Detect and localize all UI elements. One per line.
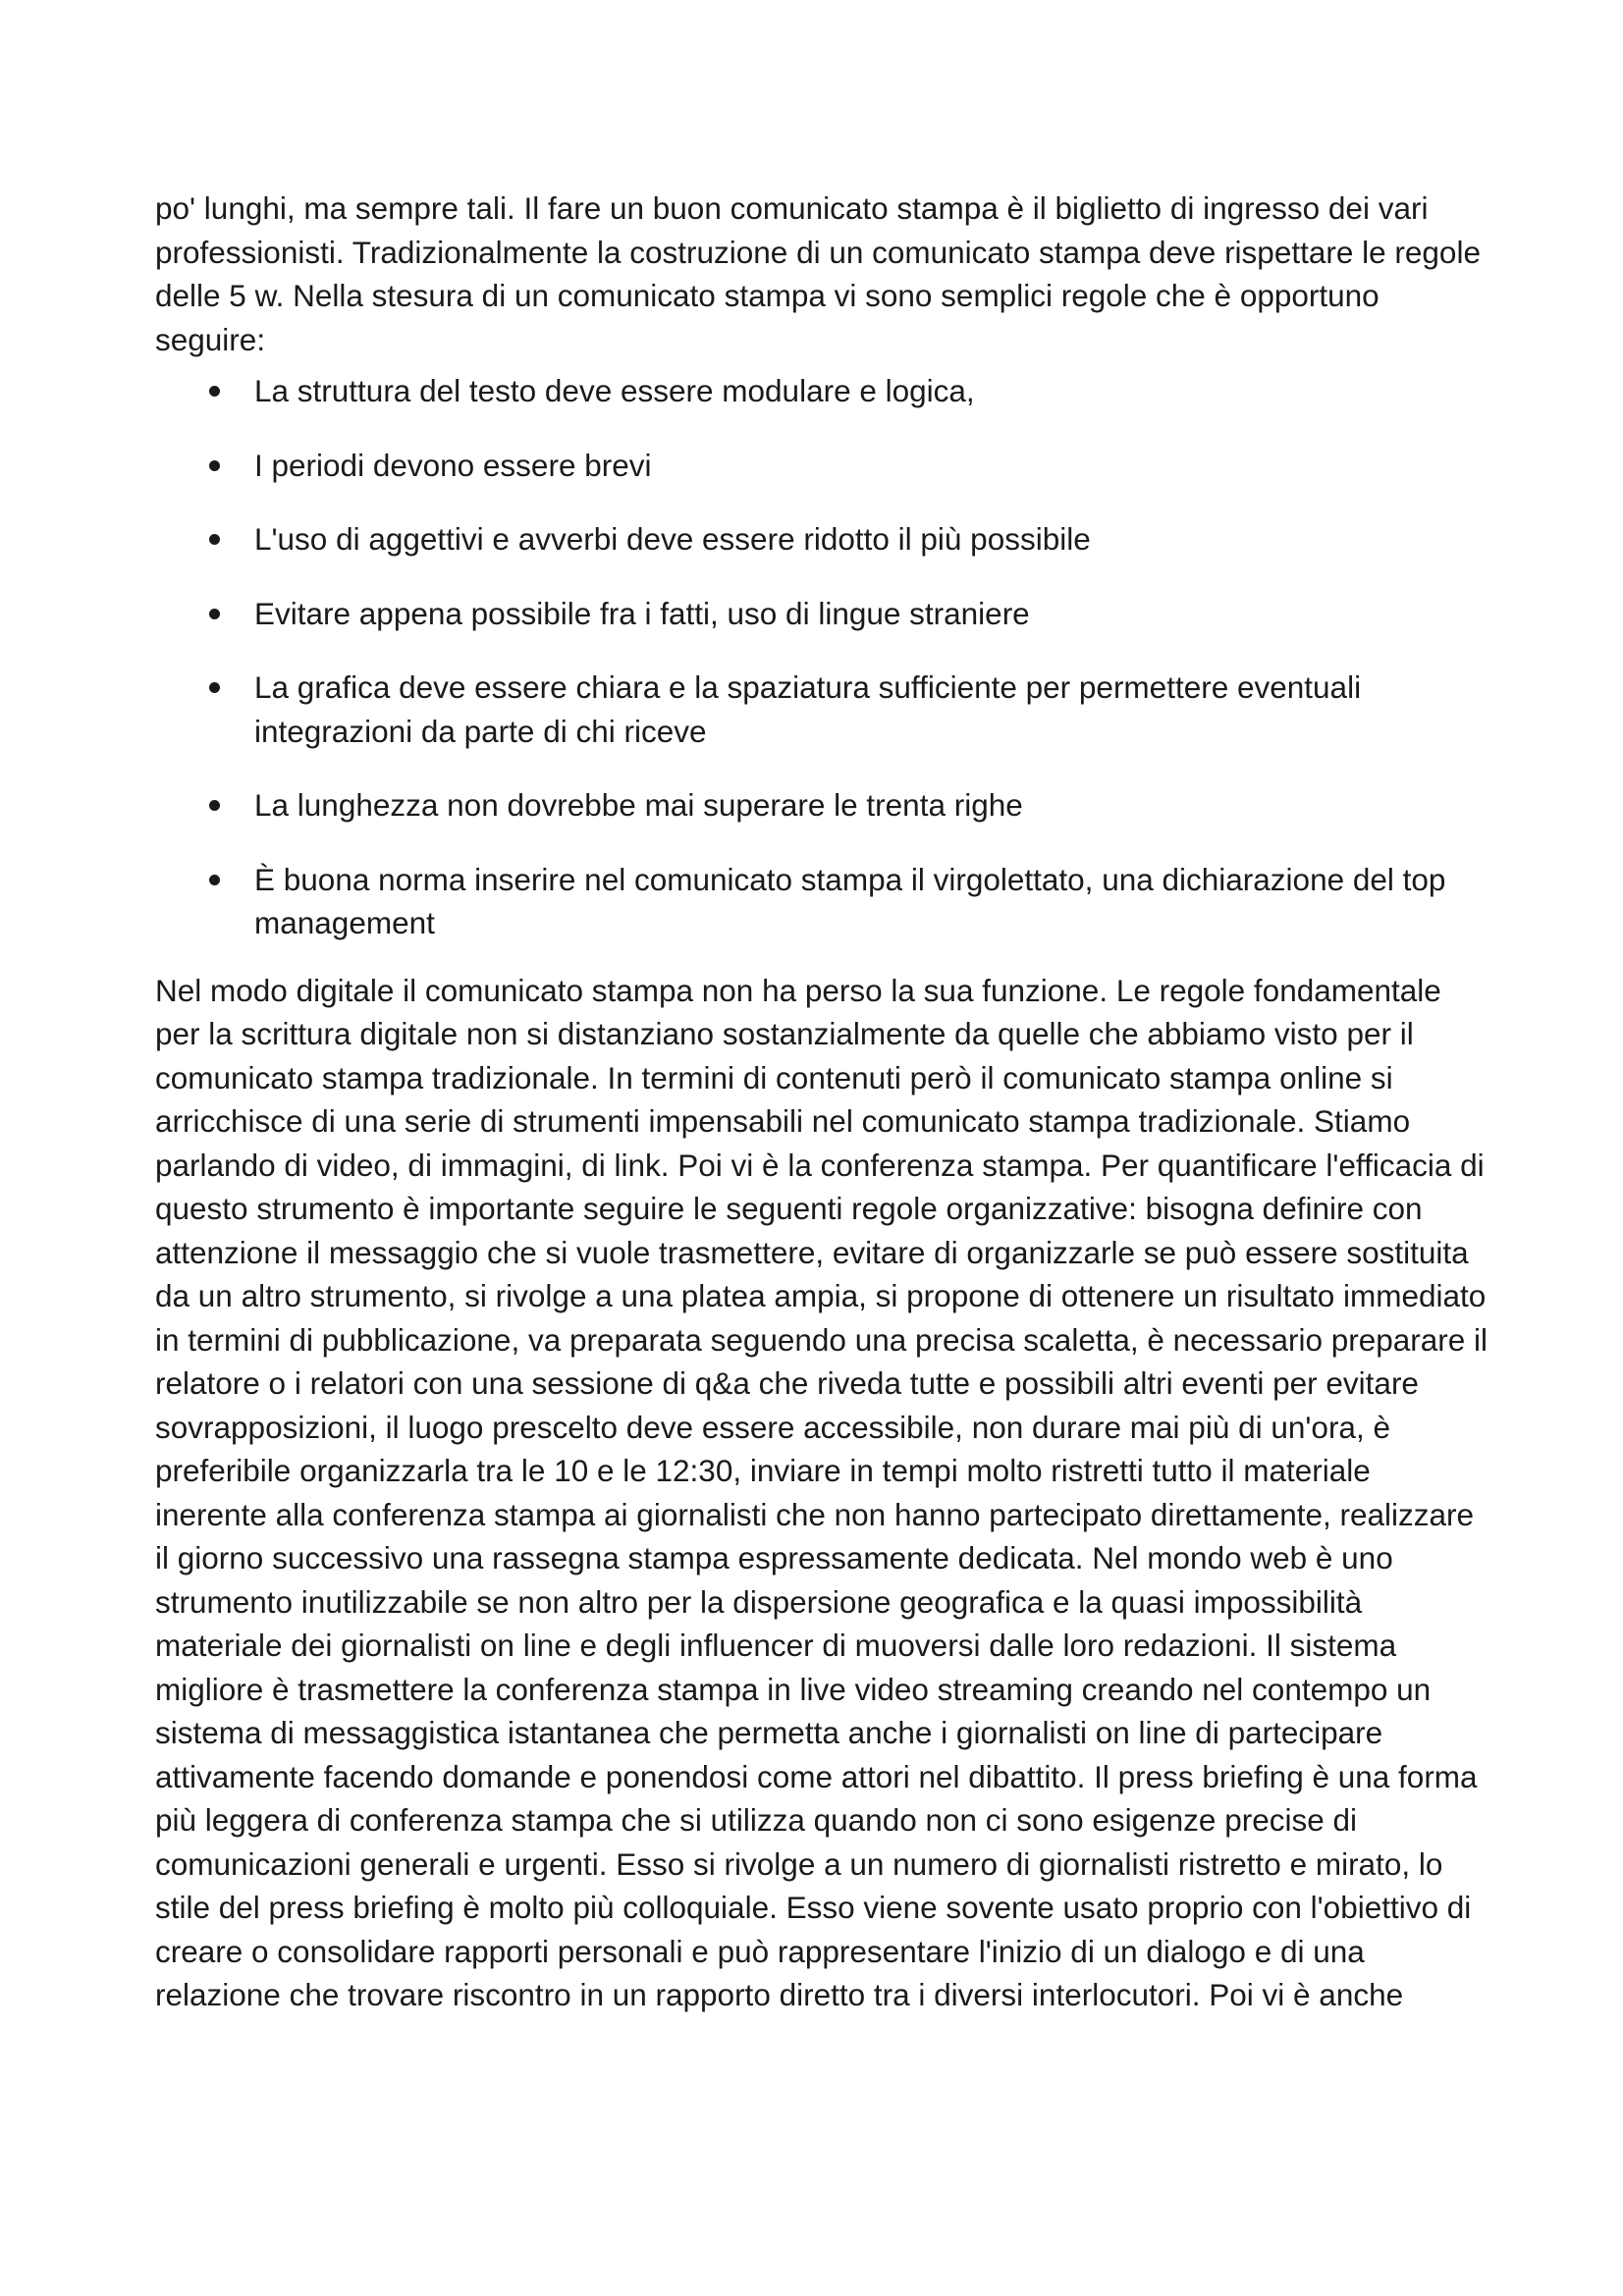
list-item-text: È buona norma inserire nel comunicato stampa il virgolettato, una dichiarazione del top management [254, 861, 1446, 940]
list-item [155, 666, 1490, 753]
list-item-text: L'uso di aggettivi e avverbi deve essere ridotto il più possibile [254, 521, 1091, 557]
rules-list [155, 369, 1490, 945]
bullet-icon [209, 682, 220, 693]
list-item-text: La grafica deve essere chiara e la spaziatura sufficiente per permettere eventuali integrazioni da parte di chi riceve [254, 669, 1362, 749]
document-page [155, 187, 1490, 2017]
list-item-text: La struttura del testo deve essere modulare e logica, [254, 373, 975, 408]
list-item-text: Evitare appena possibile fra i fatti, uso di lingue straniere [254, 595, 1030, 631]
bullet-icon [209, 800, 220, 811]
bullet-icon [209, 534, 220, 545]
bullet-icon [209, 460, 220, 471]
body-paragraph: Nel modo digitale il comunicato stampa non ha perso la sua funzione. Le regole fondamentale per la scrittura digitale non si distanziano sostanzialmente da quelle che abbiamo visto per il comunicato stampa tradizionale. In termini di contenuti però il comunicato stampa online si arricchisce di una serie di strumenti impensabili nel comunicato stampa tradizionale. Stiamo parlando di video, di immagini, di link. Poi vi è la conferenza stampa. Per quantificare l'efficacia di questo strumento è importante seguire le seguenti regole organizzative: bisogna definire con attenzione il messaggio che si vuole trasmettere, evitare di organizzarle se può essere sostituita da un altro strumento, si rivolge a una platea ampia, si propone di ottenere un risultato immediato in termini di pubblicazione, va preparata seguendo una precisa scaletta, è necessario preparare il relatore o i relatori con una sessione di q&a che riveda tutte e possibili altri eventi per evitare sovrapposizioni, il luogo prescelto deve essere accessibile, non durare mai più di un'ora, è preferibile organizzarla tra le 10 e le 12:30, inviare in tempi molto ristretti tutto il materiale inerente alla conferenza stampa ai giornalisti che non hanno partecipato direttamente, realizzare il giorno successivo una rassegna stampa espressamente dedicata. Nel mondo web è uno strumento inutilizzabile se non altro per la dispersione geografica e la quasi impossibilità materiale dei giornalisti on line e degli influencer di muoversi dalle loro redazioni. Il sistema migliore è trasmettere la conferenza stampa in live video streaming creando nel contempo un sistema di messaggistica istantanea che permetta anche i giornalisti on line di partecipare attivamente facendo domande e ponendosi come attori nel dibattito. Il press briefing è una forma più leggera di conferenza stampa che si utilizza quando non ci sono esigenze precise di comunicazioni generali e urgenti. Esso si rivolge a un numero di giornalisti ristretto e mirato, lo stile del press briefing è molto più colloquiale. Esso viene sovente usato proprio con l'obiettivo di creare o consolidare rapporti personali e può rappresentare l'inizio di un dialogo e di una relazione che trovare riscontro in un rapporto diretto tra i diversi interlocutori. Poi vi è anche [155, 972, 1488, 2012]
list-item [155, 369, 1490, 413]
list-item [155, 517, 1490, 561]
list-item [155, 592, 1490, 636]
bullet-icon [209, 386, 220, 397]
list-item [155, 783, 1490, 828]
bullet-icon [209, 875, 220, 885]
list-item [155, 858, 1490, 945]
list-item-text: I periodi devono essere brevi [254, 447, 652, 483]
list-item [155, 444, 1490, 488]
list-item-text: La lunghezza non dovrebbe mai superare le trenta righe [254, 787, 1023, 823]
intro-paragraph: po' lunghi, ma sempre tali. Il fare un buon comunicato stampa è il biglietto di ingresso dei vari professionisti. Tradizionalmente la costruzione di un comunicato stampa deve rispettare le regole delle 5 w. Nella stesura di un comunicato stampa vi sono semplici regole che è opportuno seguire: [155, 190, 1481, 357]
bullet-icon [209, 609, 220, 619]
